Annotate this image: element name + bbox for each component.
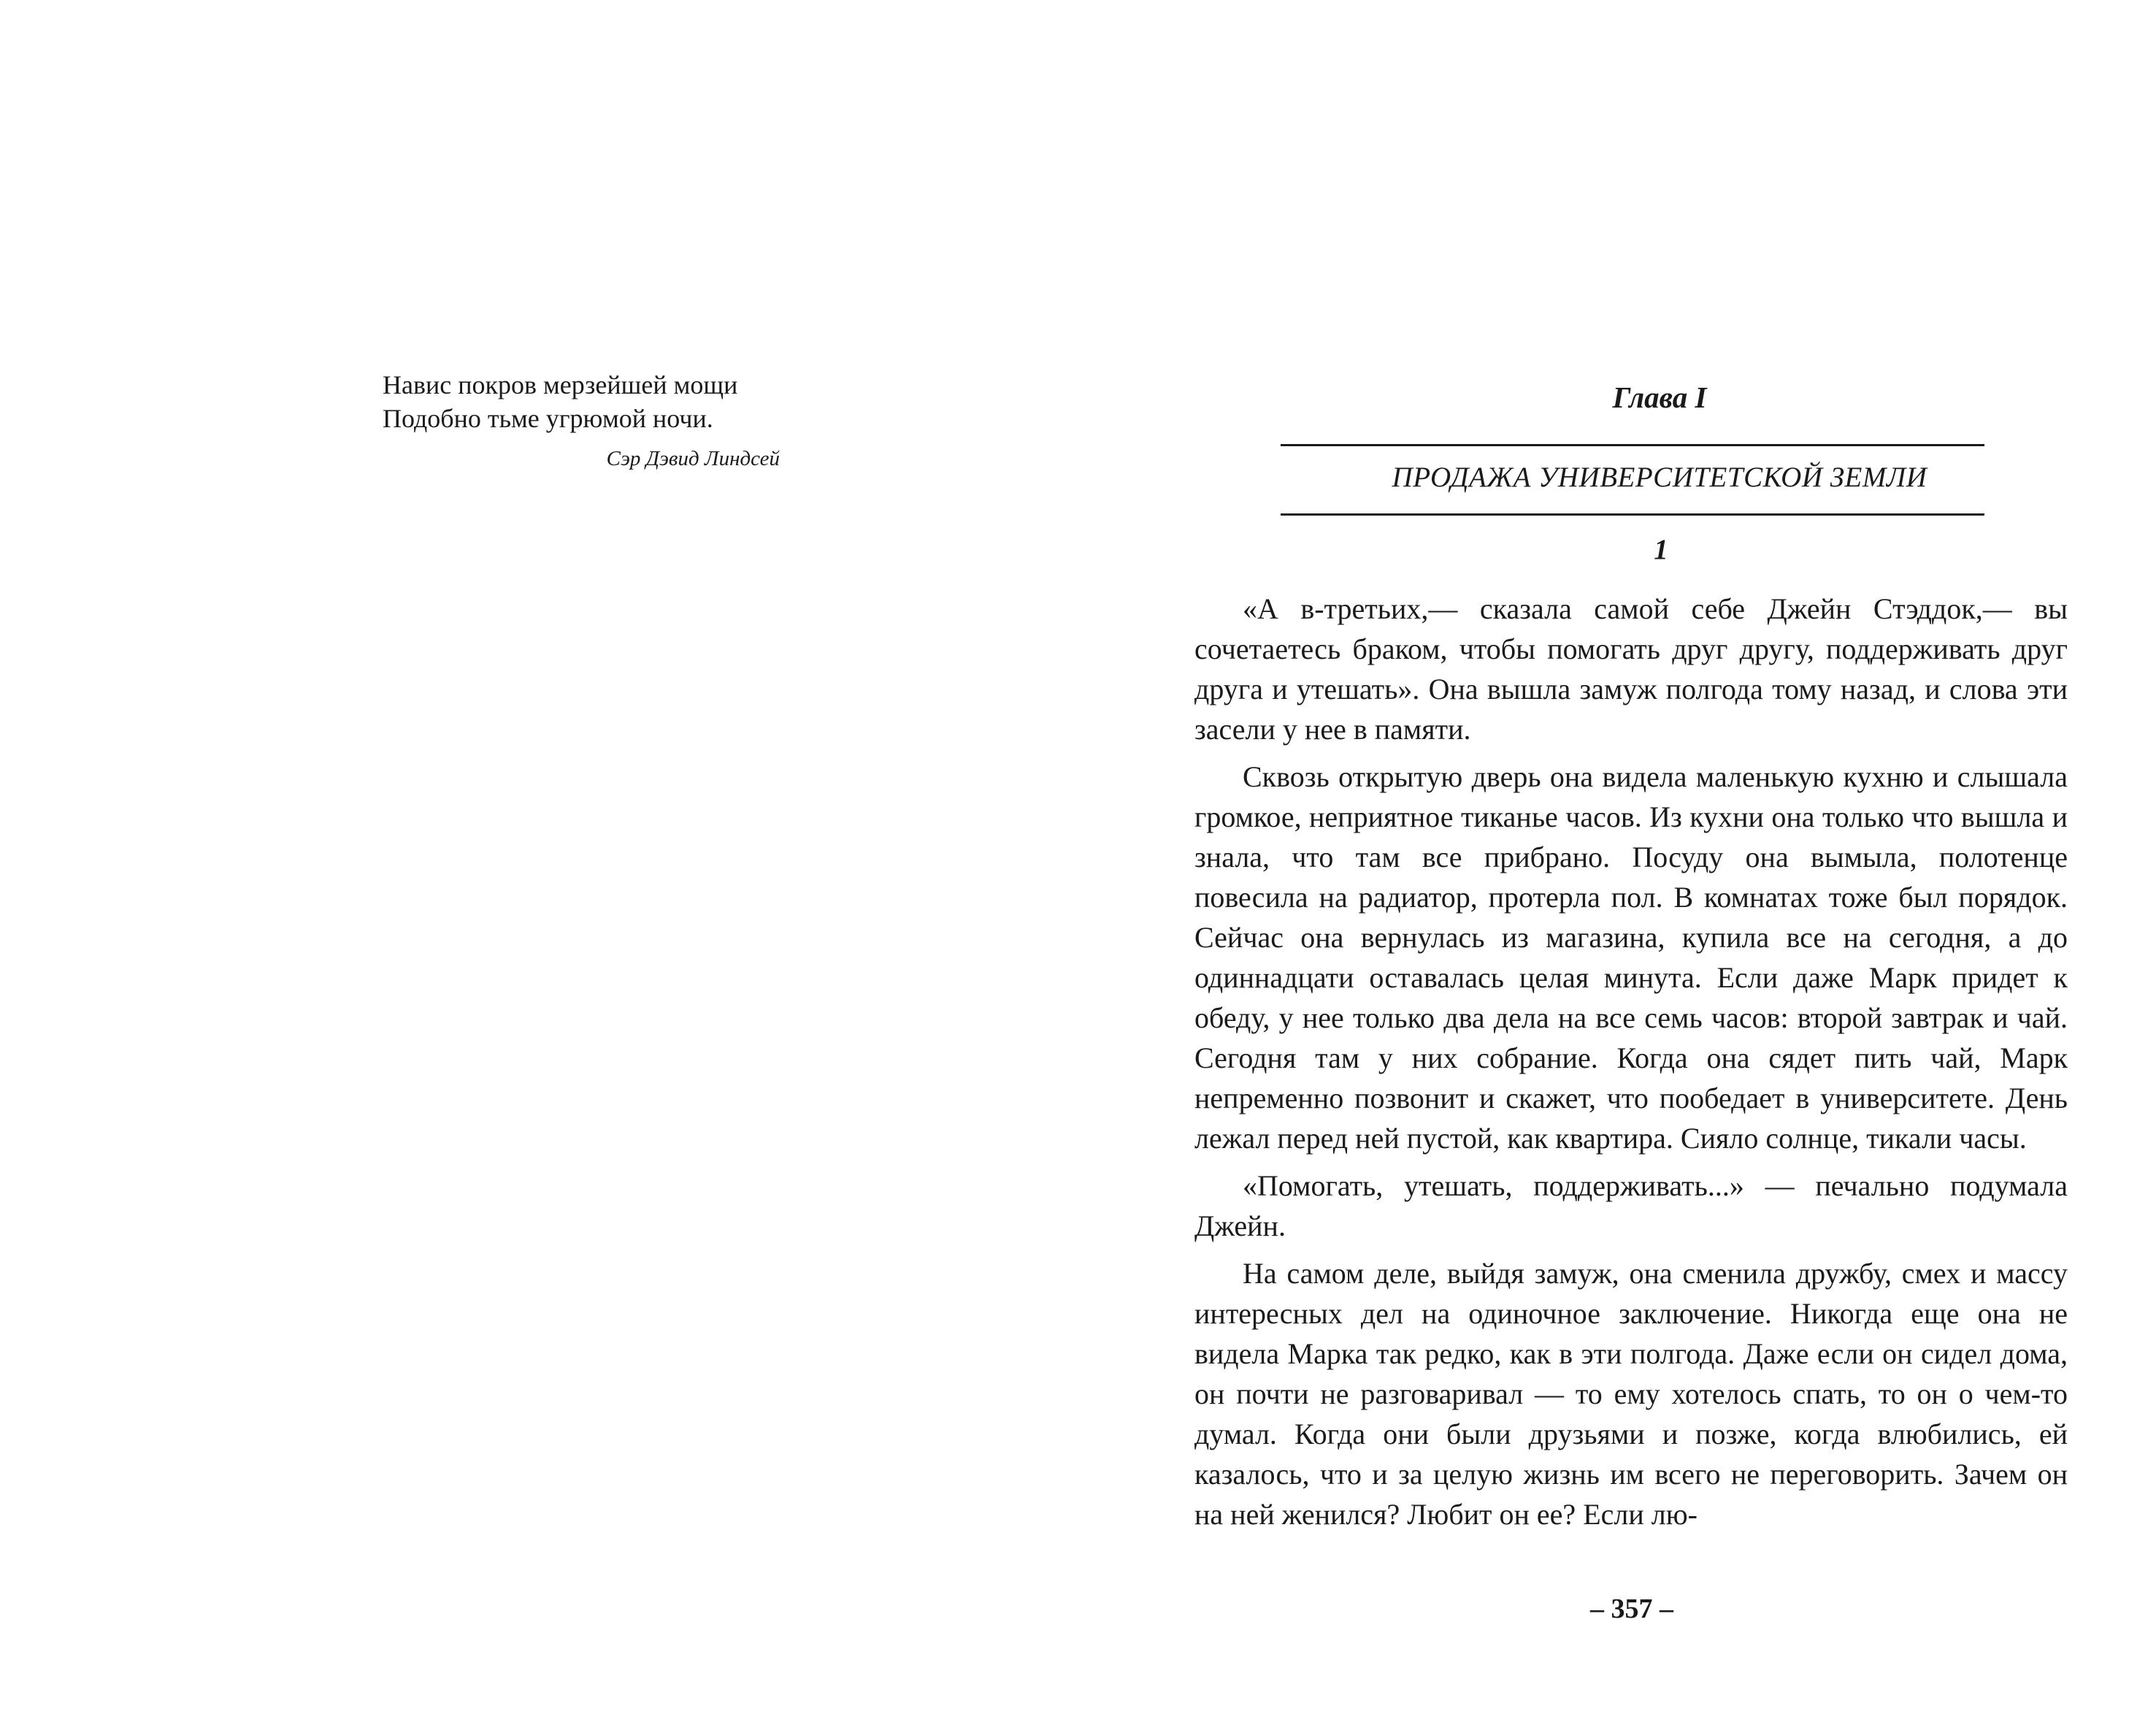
body-paragraph: «Помогать, утешать, поддерживать...» — печально подумала Джейн. [1194,1169,2068,1242]
chapter-rule-bottom [1281,513,1984,516]
epigraph [383,368,791,472]
epigraph-line: Навис покров мерзейшей мощи [383,370,738,399]
body-paragraph: Сквозь открытую дверь она видела маленькую кухню и слышала громкое, неприятное тиканье часов. Из кухни она только что вышла и знала, что там все прибрано. Посуду она вымыла, полотенце повесила на радиатор, протерла пол. В комнатах тоже был порядок. Сейчас она вернулась из магазина, купила все на сегодня, а до одиннадцати оставалась целая минута. Если даже Марк придет к обеду, у нее только два дела на все семь часов: второй завтрак и чай. Сегодня там у них собрание. Когда она сядет пить чай, Марк непременно позвонит и скажет, что пообедает в университете. День лежал перед ней пустой, как квартира. Сияло солнце, тикали часы. [1194,760,2068,1155]
epigraph-author: Сэр Дэвид Линдсей [606,447,780,470]
chapter-rule-top [1281,444,1984,446]
chapter-subtitle: ПРОДАЖА УНИВЕРСИТЕТСКОЙ ЗЕМЛИ [1392,462,1927,493]
epigraph-line: Подобно тьме угрюмой ночи. [383,404,713,433]
right-page [1194,375,2068,1534]
chapter-title: Глава I [1612,380,1707,414]
section-number: 1 [1654,534,1668,565]
body-paragraph: «А в-третьих,— сказала самой себе Джейн Стэддок,— вы сочетаетесь браком, чтобы помогать друг другу, поддерживать друг друга и утешать». Она вышла замуж полгода тому назад, и слова эти засели у нее в памяти. [1194,592,2068,746]
page-number: – 357 – [1590,1594,1673,1624]
body-paragraph: На самом деле, выйдя замуж, она сменила дружбу, смех и массу интересных дел на одиночное заключение. Никогда еще она не видела Марка так редко, как в эти полгода. Даже если он сидел дома, он почти не разговаривал — то ему хотелось спать, то он о чем-то думал. Когда они были друзьями и позже, когда влюбились, ей казалось, что и за целую жизнь им всего не переговорить. Зачем он на ней женился? Любит он ее? Если лю- [1194,1257,2068,1531]
